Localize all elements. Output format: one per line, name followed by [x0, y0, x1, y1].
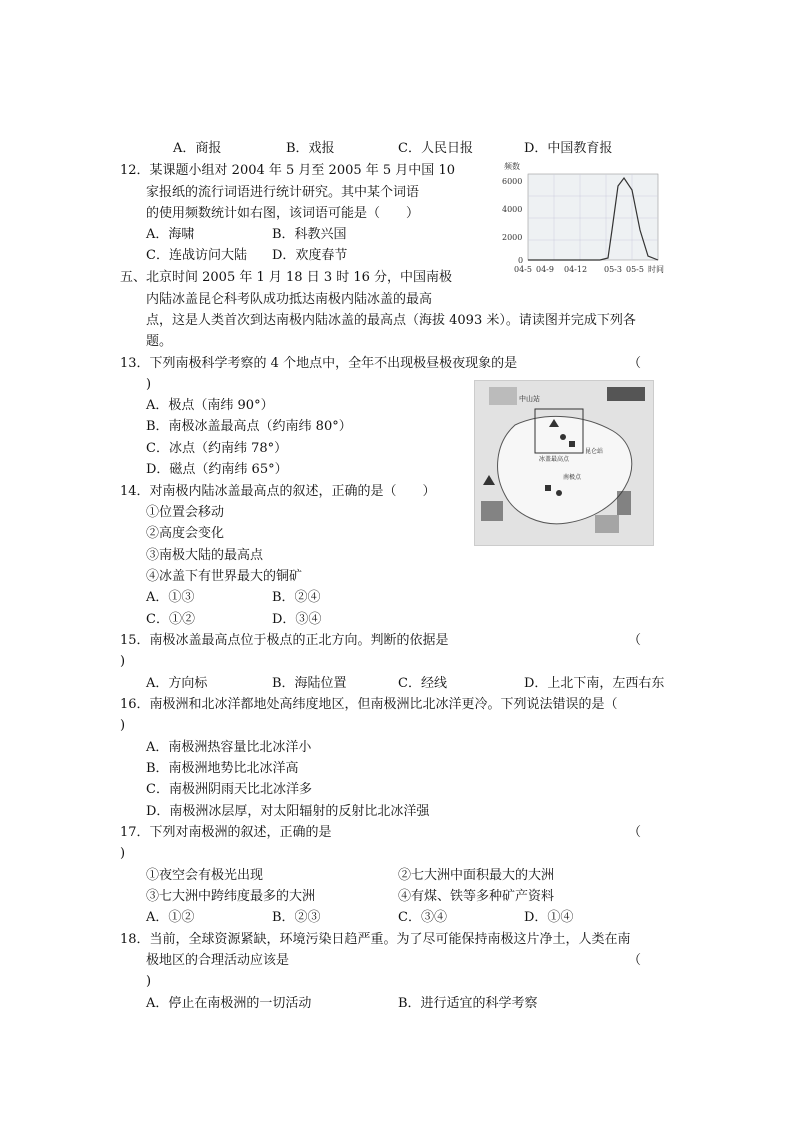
map-label-kunlun: 昆仑站 [585, 448, 604, 455]
antarctica-map [474, 380, 654, 546]
x-tick-04-5: 04-5 [514, 265, 532, 274]
q16-paren-close: ) [120, 718, 126, 733]
q12-stem-line1: 12．某课题小组对 2004 年 5 月至 2005 年 5 月中国 10 [120, 163, 455, 178]
q16-option-c: C．南极洲阴雨天比北冰洋多 [146, 782, 312, 797]
q17-option-c: C．③④ [398, 910, 447, 925]
q11-option-d: D．中国教育报 [524, 141, 613, 156]
q17-paren-open: （ [628, 825, 642, 840]
q17-stem: 17．下列对南极洲的叙述，正确的是 [120, 825, 332, 840]
q17-option-d: D．①④ [524, 910, 574, 925]
y-tick-0: 0 [518, 256, 524, 265]
map-label-dome-a: 冰盖最高点 [539, 456, 570, 463]
q17-paren-close: ) [120, 846, 126, 861]
q14-item-4: ④冰盖下有世界最大的铜矿 [146, 569, 303, 584]
y-tick-4000: 4000 [502, 205, 523, 214]
q15-option-c: C．经线 [398, 676, 447, 691]
q11-option-a: A．商报 [173, 141, 222, 156]
q18-option-b: B．进行适宜的科学考察 [398, 996, 538, 1011]
q18-stem-line2: 极地区的合理活动应该是 [146, 953, 290, 968]
chart-ylabel: 频数 [504, 162, 520, 171]
q11-option-c: C．人民日报 [398, 141, 473, 156]
q13-paren-open: （ [628, 356, 642, 371]
q14-stem: 14．对南极内陆冰盖最高点的叙述，正确的是（ ） [120, 484, 436, 499]
q13-option-a: A．极点（南纬 90°） [146, 398, 274, 413]
q15-option-d: D．上北下南，左西右东 [524, 676, 665, 691]
q16-stem: 16．南极洲和北冰洋都地处高纬度地区，但南极洲比北冰洋更冷。下列说法错误的是（ [120, 697, 618, 712]
q16-option-a: A．南极洲热容量比北冰洋小 [146, 740, 312, 755]
section5-line4: 题。 [146, 334, 173, 349]
q13-option-b: B．南极冰盖最高点（约南纬 80°） [146, 419, 352, 434]
section5-line2: 内陆冰盖昆仑科考队成功抵达南极内陆冰盖的最高 [146, 292, 433, 307]
q14-option-c: C．①② [146, 612, 195, 627]
q14-option-b: B．②④ [272, 590, 321, 605]
chart-xlabel: 时间 [648, 265, 664, 274]
q17-item-4: ④有煤、铁等多种矿产资料 [398, 889, 555, 904]
q12-option-a: A．海啸 [146, 227, 195, 242]
q18-option-a: A．停止在南极洲的一切活动 [146, 996, 312, 1011]
q16-option-d: D．南极洲冰层厚，对太阳辐射的反射比北冰洋强 [146, 804, 430, 819]
q16-option-b: B．南极洲地势比北冰洋高 [146, 761, 299, 776]
x-tick-05-3: 05-3 [604, 265, 622, 274]
q14-item-3: ③南极大陆的最高点 [146, 548, 264, 563]
q12-stem-line2: 家报纸的流行词语进行统计研究。其中某个词语 [146, 185, 420, 200]
section5-line3: 点，这是人类首次到达南极内陆冰盖的最高点（海拔 4093 米）。请读图并完成下列各 [146, 313, 636, 328]
x-tick-04-9: 04-9 [536, 265, 554, 274]
q18-paren-open: （ [628, 953, 642, 968]
x-tick-04-12: 04-12 [564, 265, 588, 274]
q17-item-2: ②七大洲中面积最大的大洲 [398, 868, 555, 883]
q17-option-b: B．②③ [272, 910, 321, 925]
q14-option-d: D．③④ [272, 612, 322, 627]
q12-option-d: D．欢度春节 [272, 248, 348, 263]
x-tick-05-5: 05-5 [626, 265, 644, 274]
frequency-chart [492, 160, 678, 276]
q13-paren-close: ) [146, 377, 152, 392]
map-label-zhongshan: 中山站 [519, 395, 540, 403]
q17-item-1: ①夜空会有极光出现 [146, 868, 264, 883]
q14-item-1: ①位置会移动 [146, 505, 225, 520]
q14-item-2: ②高度会变化 [146, 526, 225, 541]
q12-stem-line3: 的使用频数统计如右图，该词语可能是（ ） [146, 206, 420, 221]
q12-option-b: B．科教兴国 [272, 227, 347, 242]
y-tick-6000: 6000 [502, 177, 523, 186]
q17-option-a: A．①② [146, 910, 195, 925]
q13-option-c: C．冰点（约南纬 78°） [146, 441, 288, 456]
q18-paren-close: ) [146, 974, 152, 989]
q12-option-c: C．连战访问大陆 [146, 248, 247, 263]
q15-option-a: A．方向标 [146, 676, 208, 691]
map-label-south-pole: 南极点 [563, 474, 582, 481]
q11-option-b: B．戏报 [286, 141, 335, 156]
q13-option-d: D．磁点（约南纬 65°） [146, 462, 288, 477]
q14-option-a: A．①③ [146, 590, 195, 605]
q15-stem: 15．南极冰盖最高点位于极点的正北方向。判断的依据是 [120, 633, 449, 648]
q15-paren-open: （ [628, 633, 642, 648]
q15-option-b: B．海陆位置 [272, 676, 347, 691]
section5-line1: 五、北京时间 2005 年 1 月 18 日 3 时 16 分，中国南极 [120, 270, 453, 285]
q13-stem: 13．下列南极科学考察的 4 个地点中，全年不出现极昼极夜现象的是 [120, 356, 518, 371]
q17-item-3: ③七大洲中跨纬度最多的大洲 [146, 889, 316, 904]
y-tick-2000: 2000 [502, 233, 523, 242]
q15-paren-close: ) [120, 654, 126, 669]
q18-stem-line1: 18．当前，全球资源紧缺，环境污染日趋严重。为了尽可能保持南极这片净土，人类在南 [120, 932, 631, 947]
